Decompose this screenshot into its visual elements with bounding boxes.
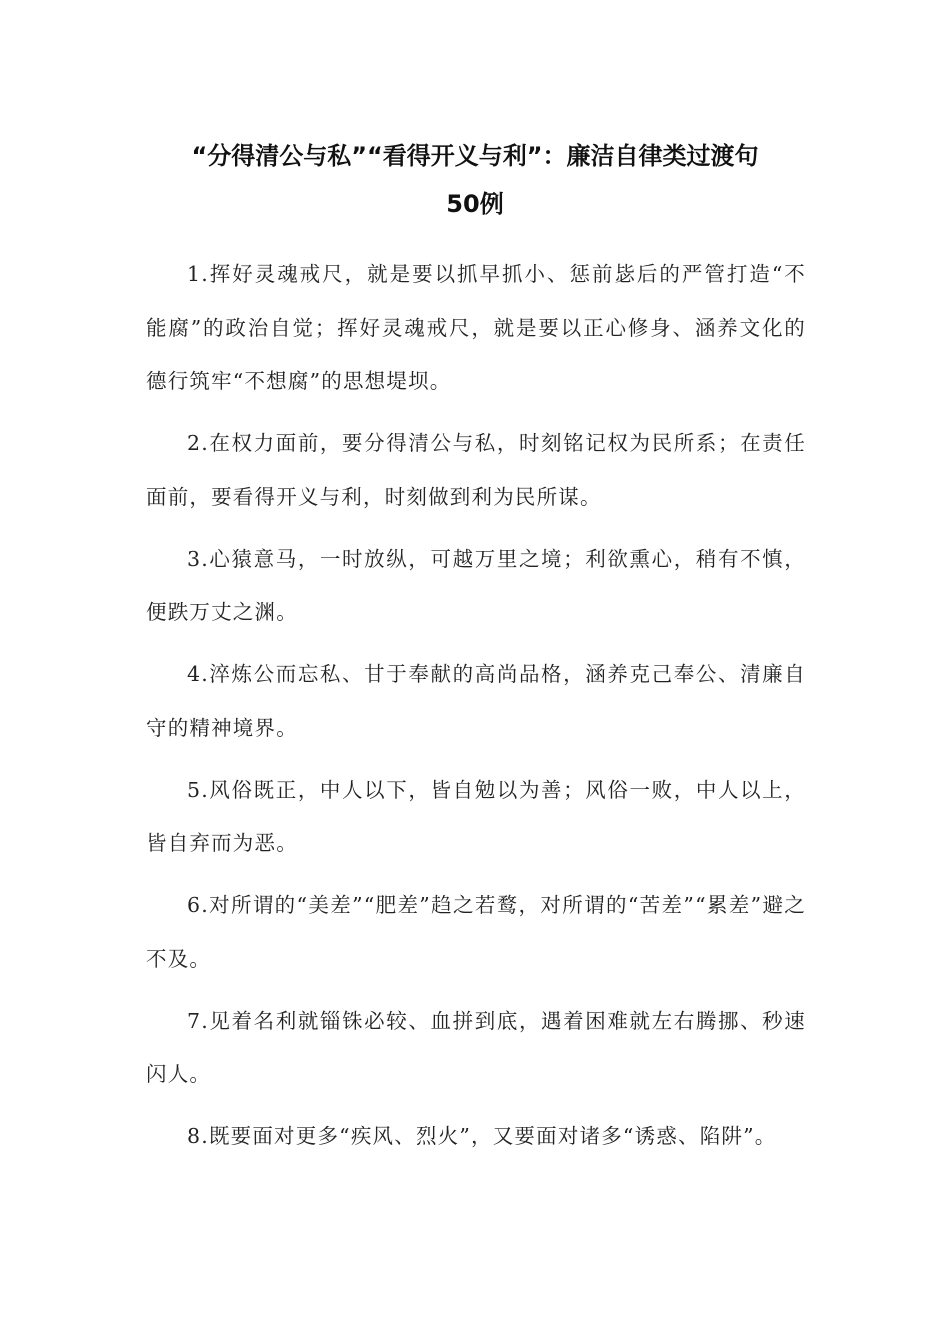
paragraph-5: 5.风俗既正，中人以下，皆自勉以为善；风俗一败，中人以上，皆自弃而为恶。	[146, 777, 806, 855]
paragraph-7: 7.见着名利就锱铢必较、血拼到底，遇着困难就左右腾挪、秒速闪人。	[146, 1008, 806, 1086]
paragraph-6: 6.对所谓的“美差”“肥差”趋之若鹜，对所谓的“苦差”“累差”避之不及。	[146, 893, 806, 971]
document-title-line-1: “分得清公与私”“看得开义与利”：廉洁自律类过渡句	[191, 142, 759, 170]
paragraph-4: 4.淬炼公而忘私、甘于奉献的高尚品格，涵养克己奉公、清廉自守的精神境界。	[146, 662, 806, 740]
paragraph-8: 8.既要面对更多“疾风、烈火”，又要面对诸多“诱惑、陷阱”。	[187, 1124, 777, 1148]
paragraph-3: 3.心猿意马，一时放纵，可越万里之境；利欲熏心，稍有不慎，便跌万丈之渊。	[146, 546, 806, 624]
document-title-line-2: 50例	[446, 190, 504, 218]
paragraph-1: 1.挥好灵魂戒尺，就是要以抓早抓小、惩前毖后的严管打造“不能腐”的政治自觉；挥好灵魂戒尺，就是要以正心修身、涵养文化的德行筑牢“不想腐”的思想堤坝。	[146, 262, 806, 393]
paragraph-2: 2.在权力面前，要分得清公与私，时刻铭记权为民所系；在责任面前，要看得开义与利，时刻做到利为民所谋。	[146, 431, 806, 509]
document-body	[146, 248, 806, 1172]
